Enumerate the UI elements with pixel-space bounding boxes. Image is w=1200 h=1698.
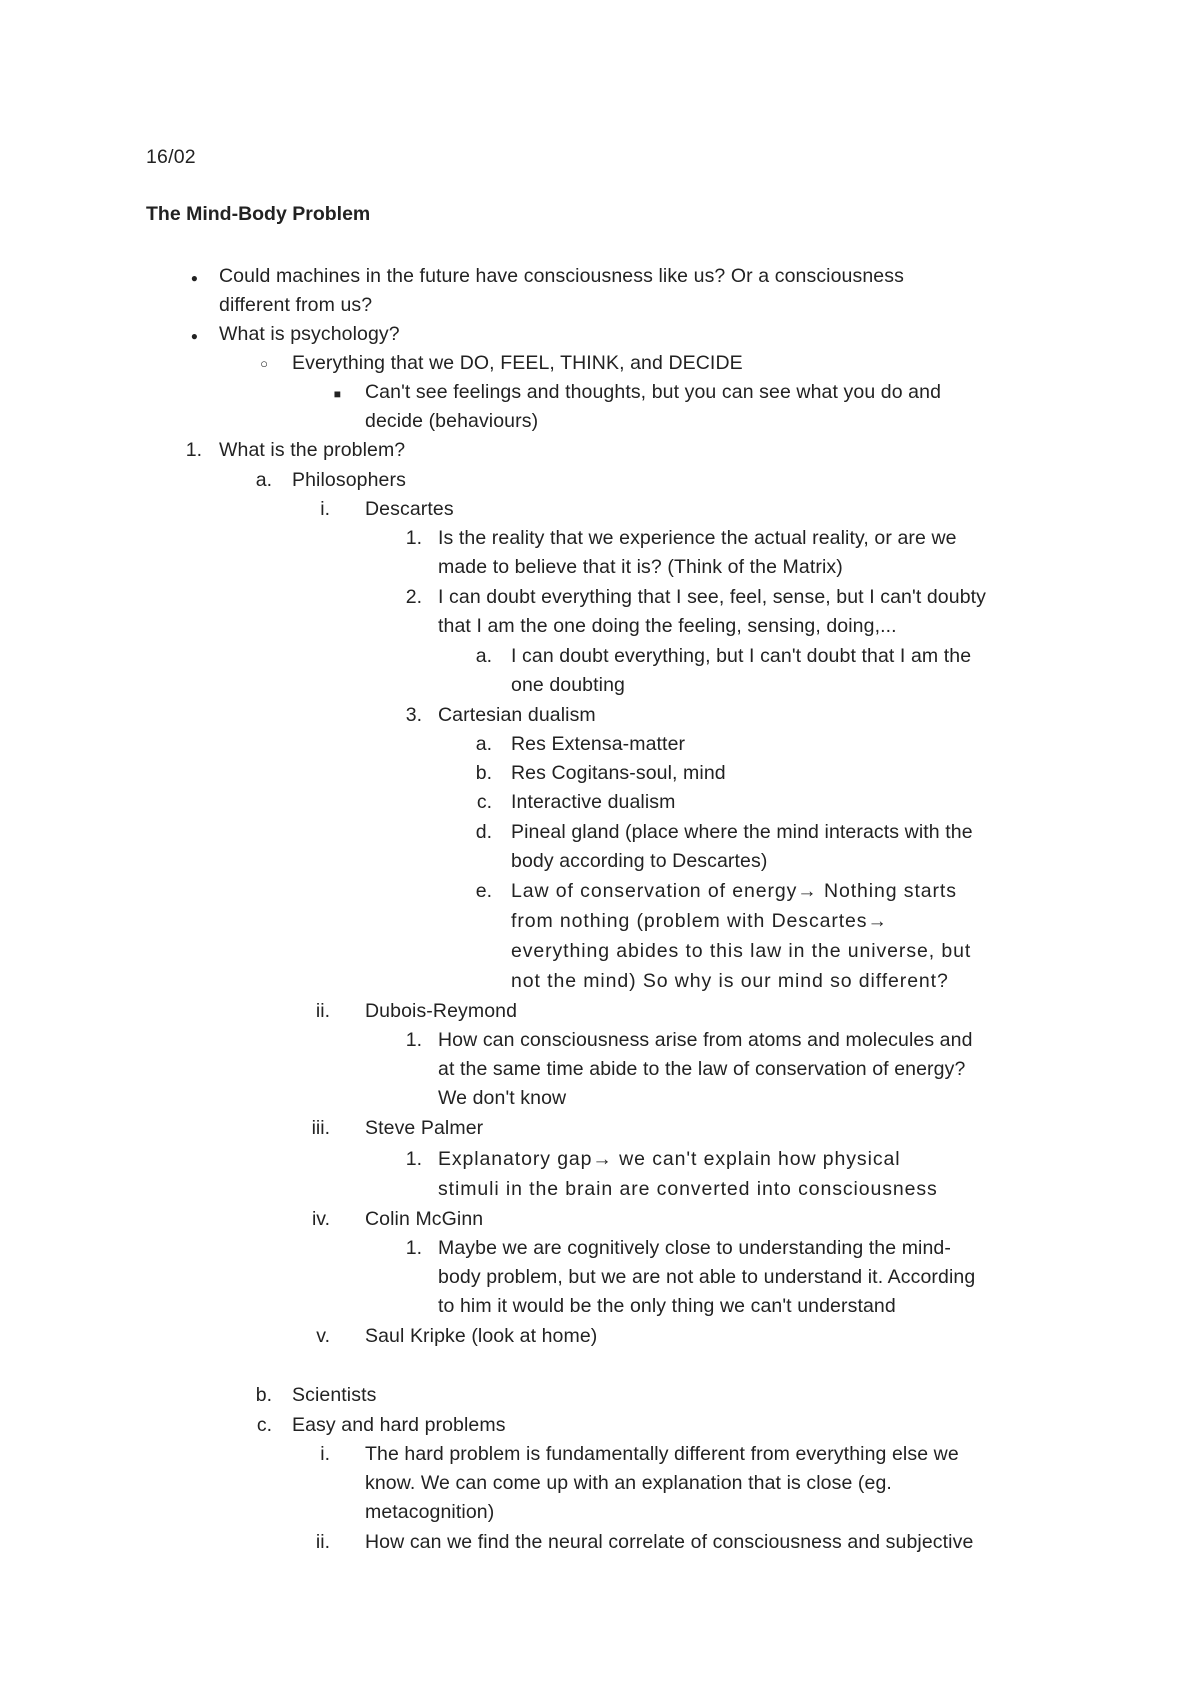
letter-marker: a. bbox=[255, 469, 272, 491]
roman-marker: i. bbox=[320, 1443, 330, 1465]
list-item-text: Res Cogitans-soul, mind bbox=[511, 762, 726, 784]
roman-marker: i. bbox=[320, 498, 330, 520]
list-item-text: metacognition) bbox=[365, 1501, 495, 1523]
list-item-text: What is the problem? bbox=[219, 439, 406, 461]
roman-marker: ii. bbox=[315, 1531, 330, 1553]
list-item-text: Easy and hard problems bbox=[292, 1414, 506, 1436]
list-item-text: Interactive dualism bbox=[511, 791, 676, 813]
list-item-text: What is psychology? bbox=[219, 323, 400, 345]
list-item-text: body according to Descartes) bbox=[511, 850, 768, 872]
list-item-text: at the same time abide to the law of conservation of energy? bbox=[438, 1058, 966, 1080]
number-marker: 3. bbox=[405, 704, 422, 726]
list-item-text: Everything that we DO, FEEL, THINK, and DECIDE bbox=[292, 352, 743, 374]
list-item-text: Scientists bbox=[292, 1384, 377, 1406]
list-item-text: Saul Kripke (look at home) bbox=[365, 1325, 598, 1347]
list-item-text: know. We can come up with an explanation that is close (eg. bbox=[365, 1472, 892, 1494]
letter-marker: c. bbox=[476, 791, 492, 813]
list-item-text: body problem, but we are not able to understand it. According bbox=[438, 1266, 976, 1288]
list-item-text: to him it would be the only thing we can't understand bbox=[438, 1295, 896, 1317]
list-item-text: decide (behaviours) bbox=[365, 410, 539, 432]
number-marker: 1. bbox=[405, 1237, 422, 1259]
list-item-text: Steve Palmer bbox=[365, 1117, 484, 1139]
list-item-text: Res Extensa-matter bbox=[511, 733, 686, 755]
list-item-text: The hard problem is fundamentally different from everything else we bbox=[365, 1443, 959, 1465]
list-item-text: Could machines in the future have consciousness like us? Or a consciousness bbox=[219, 265, 904, 287]
number-marker: 1. bbox=[185, 439, 202, 461]
number-marker: 1. bbox=[405, 1148, 422, 1170]
list-item-text: Cartesian dualism bbox=[438, 704, 596, 726]
list-item-text: How can consciousness arise from atoms and molecules and bbox=[438, 1029, 973, 1051]
number-marker: 2. bbox=[405, 586, 422, 608]
square-marker: ■ bbox=[333, 387, 341, 401]
letter-marker: a. bbox=[475, 733, 492, 755]
list-item-text: How can we find the neural correlate of consciousness and subjective bbox=[365, 1531, 974, 1553]
bullet-marker: ● bbox=[190, 329, 198, 343]
letter-marker: c. bbox=[256, 1414, 272, 1436]
letter-marker: d. bbox=[475, 821, 492, 843]
list-item-text: not the mind) So why is our mind so different? bbox=[511, 970, 949, 992]
roman-marker: ii. bbox=[315, 1000, 330, 1022]
list-item-text: I can doubt everything that I see, feel, sense, but I can't doubty bbox=[438, 586, 987, 608]
list-item-text: Colin McGinn bbox=[365, 1208, 484, 1230]
list-item-text: I can doubt everything, but I can't doubt that I am the bbox=[511, 645, 972, 667]
list-item-text: from nothing (problem with Descartes→ bbox=[511, 910, 888, 932]
date-line: 16/02 bbox=[146, 146, 196, 168]
list-item-text: that I am the one doing the feeling, sensing, doing,... bbox=[438, 615, 897, 637]
bullet-marker: ● bbox=[190, 271, 198, 285]
letter-marker: b. bbox=[255, 1384, 272, 1406]
circle-marker: ○ bbox=[260, 356, 268, 371]
list-item-text: Maybe we are cognitively close to understanding the mind- bbox=[438, 1237, 951, 1259]
list-item-text: Descartes bbox=[365, 498, 454, 520]
number-marker: 1. bbox=[405, 1029, 422, 1051]
roman-marker: iii. bbox=[311, 1117, 330, 1139]
letter-marker: e. bbox=[475, 880, 492, 902]
list-item-text: different from us? bbox=[219, 294, 373, 316]
list-item-text: We don't know bbox=[438, 1087, 567, 1109]
list-item-text: Can't see feelings and thoughts, but you can see what you do and bbox=[365, 381, 942, 403]
list-item-text: Philosophers bbox=[292, 469, 406, 491]
page-title: The Mind-Body Problem bbox=[146, 203, 371, 225]
list-item-text: Explanatory gap→ we can't explain how physical bbox=[438, 1148, 901, 1170]
list-item-text: stimuli in the brain are converted into consciousness bbox=[438, 1178, 938, 1200]
list-item-text: Is the reality that we experience the actual reality, or are we bbox=[438, 527, 957, 549]
number-marker: 1. bbox=[405, 527, 422, 549]
letter-marker: a. bbox=[475, 645, 492, 667]
letter-marker: b. bbox=[475, 762, 492, 784]
list-item-text: one doubting bbox=[511, 674, 625, 696]
roman-marker: v. bbox=[316, 1325, 330, 1347]
roman-marker: iv. bbox=[311, 1208, 330, 1230]
list-item-text: Law of conservation of energy→ Nothing starts bbox=[511, 880, 957, 902]
list-item-text: Dubois-Reymond bbox=[365, 1000, 518, 1022]
list-item-text: Pineal gland (place where the mind interacts with the bbox=[511, 821, 973, 843]
list-item-text: made to believe that it is? (Think of the Matrix) bbox=[438, 556, 843, 578]
list-item-text: everything abides to this law in the universe, but bbox=[511, 940, 972, 962]
